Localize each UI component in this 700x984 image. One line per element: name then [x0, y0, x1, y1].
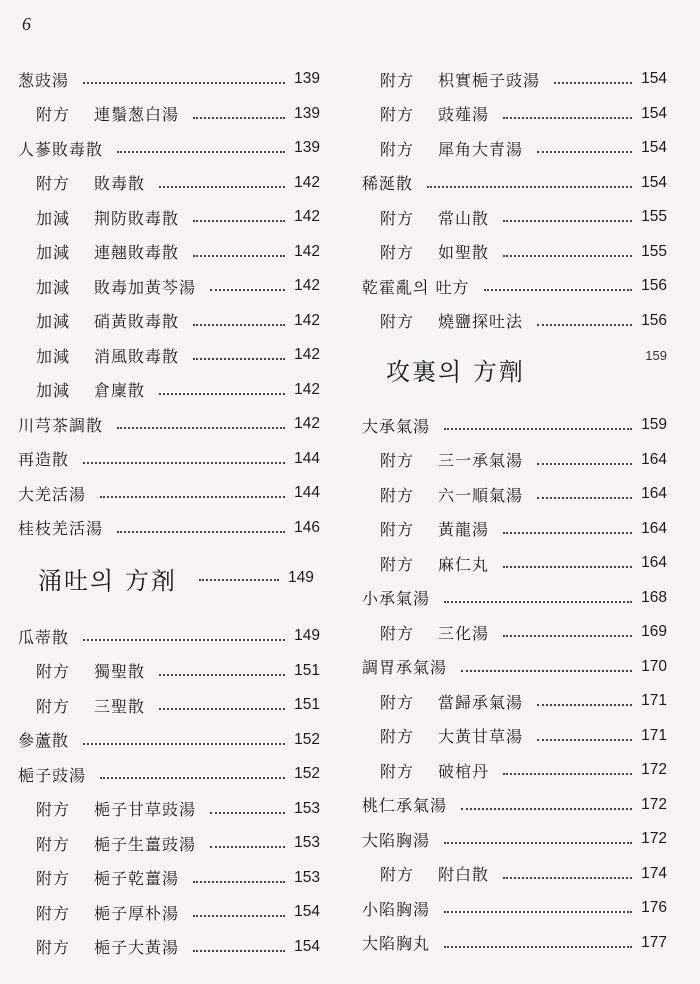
- entry-page-number: 164: [641, 485, 667, 503]
- entry-kind: 附方: [36, 834, 71, 854]
- entry-name: 人蔘敗毒散: [18, 139, 104, 159]
- entry-kind: 附方: [36, 105, 71, 125]
- entry-page-number: 168: [641, 588, 667, 606]
- entry-page-number: 154: [641, 70, 667, 88]
- toc-entry: [362, 200, 667, 235]
- entry-kind: 附方: [36, 869, 71, 889]
- entry-kind: 附方: [380, 312, 415, 332]
- entry-page-number: 142: [294, 208, 320, 226]
- entry-name: 連鬚葱白湯: [94, 105, 180, 125]
- entry-name: 三化湯: [438, 623, 490, 643]
- entry-page-number: 174: [641, 864, 667, 882]
- entry-kind: 附方: [36, 938, 71, 958]
- entry-page-number: 139: [294, 104, 320, 122]
- entry-name: 當歸承氣湯: [438, 692, 524, 712]
- entry-name: 犀角大青湯: [438, 139, 524, 159]
- entry-page-number: 156: [641, 277, 667, 295]
- dot-leader: [159, 186, 285, 188]
- entry-name: 枳實梔子豉湯: [438, 70, 541, 90]
- entry-page-number: 170: [641, 657, 667, 675]
- entry-name: 大黃甘草湯: [438, 727, 524, 747]
- entry-page-number: 139: [294, 70, 320, 88]
- dot-leader: [83, 462, 285, 464]
- toc-entry: [18, 476, 320, 511]
- toc-entry: [18, 654, 320, 689]
- toc-entry: [18, 619, 320, 654]
- entry-page-number: 139: [294, 139, 320, 157]
- toc-entry: [362, 719, 667, 754]
- entry-page-number: 151: [294, 696, 320, 714]
- dot-leader: [503, 255, 632, 257]
- entry-kind: 附方: [380, 139, 415, 159]
- dot-leader: [193, 358, 285, 360]
- entry-kind: 附方: [380, 105, 415, 125]
- dot-leader: [193, 915, 285, 917]
- toc-entry: [362, 684, 667, 719]
- entry-name: 麻仁丸: [438, 554, 490, 574]
- section-heading-emesis: [18, 555, 320, 601]
- entry-name: 梔子厚朴湯: [94, 903, 180, 923]
- entry-name: 川芎茶調散: [18, 415, 104, 435]
- entry-name: 梔子生薑豉湯: [94, 834, 197, 854]
- entry-kind: 加減: [36, 346, 71, 366]
- entry-name: 再造散: [18, 450, 70, 470]
- toc-entry: [18, 338, 320, 373]
- entry-name: 梔子大黃湯: [94, 938, 180, 958]
- page-number: 6: [22, 14, 31, 34]
- entry-name: 敗毒加黃芩湯: [94, 277, 197, 297]
- toc-group-left-1: [18, 62, 320, 545]
- toc-entry: [362, 97, 667, 132]
- toc-entry: [362, 235, 667, 270]
- toc-entry: [18, 757, 320, 792]
- entry-page-number: 169: [641, 623, 667, 641]
- entry-page-number: 146: [294, 518, 320, 536]
- dot-leader: [159, 674, 285, 676]
- entry-name: 參蘆散: [18, 731, 70, 751]
- entry-name: 梔子乾薑湯: [94, 869, 180, 889]
- entry-name: 六一順氣湯: [438, 485, 524, 505]
- dot-leader: [159, 393, 285, 395]
- dot-leader: [503, 566, 632, 568]
- section-page-number: 159: [645, 348, 667, 363]
- entry-kind: 附方: [36, 696, 71, 716]
- entry-page-number: 142: [294, 242, 320, 260]
- entry-kind: 加減: [36, 312, 71, 332]
- entry-page-number: 154: [641, 173, 667, 191]
- entry-page-number: 177: [641, 933, 667, 951]
- dot-leader: [461, 670, 632, 672]
- toc-entry: [362, 166, 667, 201]
- entry-name: 燒鹽探吐法: [438, 312, 524, 332]
- entry-page-number: 144: [294, 449, 320, 467]
- entry-page-number: 142: [294, 415, 320, 433]
- entry-kind: 加減: [36, 208, 71, 228]
- entry-name: 桂枝羌活湯: [18, 519, 104, 539]
- dot-leader: [117, 531, 285, 533]
- dot-leader: [503, 117, 632, 119]
- entry-kind: 附方: [36, 662, 71, 682]
- toc-entry: [18, 97, 320, 132]
- dot-leader: [484, 289, 632, 291]
- dot-leader: [100, 777, 285, 779]
- dot-leader: [210, 289, 285, 291]
- toc-entry: [362, 788, 667, 823]
- dot-leader: [193, 950, 285, 952]
- dot-leader: [83, 743, 285, 745]
- toc-entry: [18, 407, 320, 442]
- entry-name: 調胃承氣湯: [362, 658, 448, 678]
- entry-name: 連翹敗毒散: [94, 243, 180, 263]
- toc-group-left-2: [18, 619, 320, 964]
- entry-name: 瓜蒂散: [18, 627, 70, 647]
- entry-kind: 附方: [380, 520, 415, 540]
- dot-leader: [503, 877, 632, 879]
- entry-page-number: 156: [641, 311, 667, 329]
- entry-page-number: 152: [294, 730, 320, 748]
- entry-name: 硝黃敗毒散: [94, 312, 180, 332]
- toc-entry: [362, 926, 667, 961]
- dot-leader: [210, 812, 285, 814]
- entry-kind: 附方: [380, 692, 415, 712]
- toc-entry: [362, 477, 667, 512]
- toc-entry: [362, 62, 667, 97]
- entry-page-number: 172: [641, 830, 667, 848]
- entry-kind: 附方: [380, 485, 415, 505]
- entry-name: 大羌活湯: [18, 484, 87, 504]
- dot-leader: [199, 579, 279, 581]
- entry-name: 破棺丹: [438, 761, 490, 781]
- toc-entry: [362, 857, 667, 892]
- entry-page-number: 154: [641, 139, 667, 157]
- dot-leader: [444, 842, 632, 844]
- toc-entry: [18, 235, 320, 270]
- entry-page-number: 176: [641, 899, 667, 917]
- entry-page-number: 153: [294, 799, 320, 817]
- entry-name: 附白散: [438, 865, 490, 885]
- dot-leader: [193, 881, 285, 883]
- entry-kind: 附方: [36, 800, 71, 820]
- entry-kind: 附方: [380, 761, 415, 781]
- toc-entry: [362, 822, 667, 857]
- dot-leader: [427, 186, 632, 188]
- entry-name: 如聖散: [438, 243, 490, 263]
- dot-leader: [537, 151, 632, 153]
- entry-kind: 附方: [380, 451, 415, 471]
- entry-name: 小陷胸湯: [362, 899, 431, 919]
- entry-page-number: 149: [294, 627, 320, 645]
- toc-entry: [18, 373, 320, 408]
- entry-name: 大承氣湯: [362, 416, 431, 436]
- toc-entry: [18, 930, 320, 965]
- entry-name: 大陷胸湯: [362, 830, 431, 850]
- toc-entry: [362, 615, 667, 650]
- toc-entry: [362, 408, 667, 443]
- dot-leader: [117, 151, 285, 153]
- entry-name: 小承氣湯: [362, 589, 431, 609]
- entry-page-number: 155: [641, 242, 667, 260]
- toc-entry: [18, 131, 320, 166]
- dot-leader: [503, 773, 632, 775]
- dot-leader: [503, 635, 632, 637]
- dot-leader: [444, 911, 632, 913]
- toc-entry: [362, 753, 667, 788]
- entry-name: 敗毒散: [94, 174, 146, 194]
- entry-name: 三聖散: [94, 696, 146, 716]
- entry-name: 乾霍亂의 吐方: [362, 277, 470, 297]
- toc-entry: [18, 442, 320, 477]
- dot-leader: [537, 739, 632, 741]
- entry-name: 豉薤湯: [438, 105, 490, 125]
- dot-leader: [210, 846, 285, 848]
- entry-name: 桃仁承氣湯: [362, 796, 448, 816]
- entry-page-number: 164: [641, 450, 667, 468]
- entry-page-number: 154: [294, 937, 320, 955]
- toc-entry: [18, 62, 320, 97]
- entry-name: 梔子豉湯: [18, 765, 87, 785]
- entry-kind: 附方: [380, 727, 415, 747]
- entry-name: 倉廩散: [94, 381, 146, 401]
- dot-leader: [537, 324, 632, 326]
- entry-page-number: 151: [294, 661, 320, 679]
- entry-page-number: 142: [294, 346, 320, 364]
- toc-entry: [18, 861, 320, 896]
- toc-entry: [362, 650, 667, 685]
- toc-entry: [362, 891, 667, 926]
- entry-page-number: 171: [641, 726, 667, 744]
- entry-page-number: 153: [294, 868, 320, 886]
- dot-leader: [83, 82, 285, 84]
- entry-page-number: 172: [641, 761, 667, 779]
- dot-leader: [503, 532, 632, 534]
- entry-kind: 附方: [380, 70, 415, 90]
- toc-entry: [18, 200, 320, 235]
- toc-entry: [18, 895, 320, 930]
- entry-page-number: 142: [294, 380, 320, 398]
- dot-leader: [461, 808, 632, 810]
- entry-name: 黃龍湯: [438, 520, 490, 540]
- toc-entry: [18, 688, 320, 723]
- toc-entry: [362, 546, 667, 581]
- section-page-number: 149: [287, 569, 314, 586]
- section-title: 攻裏의 方劑: [386, 358, 525, 386]
- entry-page-number: 142: [294, 277, 320, 295]
- entry-kind: 加減: [36, 277, 71, 297]
- dot-leader: [554, 82, 632, 84]
- entry-kind: 附方: [36, 174, 71, 194]
- dot-leader: [193, 255, 285, 257]
- dot-leader: [444, 428, 632, 430]
- dot-leader: [444, 601, 632, 603]
- entry-name: 荆防敗毒散: [94, 208, 180, 228]
- toc-entry: [362, 304, 667, 339]
- entry-page-number: 144: [294, 484, 320, 502]
- entry-kind: 加減: [36, 243, 71, 263]
- entry-name: 稀涎散: [362, 174, 414, 194]
- entry-page-number: 172: [641, 795, 667, 813]
- entry-page-number: 171: [641, 692, 667, 710]
- toc-entry: [18, 166, 320, 201]
- dot-leader: [537, 704, 632, 706]
- dot-leader: [159, 708, 285, 710]
- entry-page-number: 142: [294, 173, 320, 191]
- toc-entry: [362, 443, 667, 478]
- toc-entry: [18, 792, 320, 827]
- entry-page-number: 154: [294, 903, 320, 921]
- entry-name: 梔子甘草豉湯: [94, 800, 197, 820]
- entry-kind: 附方: [380, 865, 415, 885]
- section-title: 涌吐의 方剤: [38, 566, 177, 595]
- dot-leader: [444, 946, 632, 948]
- entry-kind: 附方: [380, 243, 415, 263]
- dot-leader: [83, 639, 285, 641]
- entry-page-number: 155: [641, 208, 667, 226]
- toc-right-column: [362, 62, 667, 960]
- dot-leader: [100, 496, 285, 498]
- entry-name: 三一承氣湯: [438, 451, 524, 471]
- dot-leader: [537, 497, 632, 499]
- toc-entry: [362, 269, 667, 304]
- toc-entry: [18, 304, 320, 339]
- entry-kind: 附方: [36, 903, 71, 923]
- entry-name: 消風敗毒散: [94, 346, 180, 366]
- dot-leader: [193, 117, 285, 119]
- toc-entry: [18, 511, 320, 546]
- toc-entry: [18, 269, 320, 304]
- entry-page-number: 154: [641, 104, 667, 122]
- toc-entry: [362, 512, 667, 547]
- entry-page-number: 153: [294, 834, 320, 852]
- section-heading-purgation: [362, 348, 667, 402]
- toc-group-right-2: [362, 408, 667, 960]
- dot-leader: [193, 324, 285, 326]
- entry-kind: 附方: [380, 554, 415, 574]
- entry-page-number: 159: [641, 416, 667, 434]
- entry-page-number: 152: [294, 765, 320, 783]
- dot-leader: [503, 220, 632, 222]
- entry-name: 獨聖散: [94, 662, 146, 682]
- entry-page-number: 142: [294, 311, 320, 329]
- toc-left-column: [18, 62, 320, 964]
- dot-leader: [193, 220, 285, 222]
- toc-entry: [18, 826, 320, 861]
- toc-entry: [18, 723, 320, 758]
- entry-kind: 加減: [36, 381, 71, 401]
- entry-page-number: 164: [641, 554, 667, 572]
- dot-leader: [537, 463, 632, 465]
- entry-kind: 附方: [380, 208, 415, 228]
- entry-page-number: 164: [641, 519, 667, 537]
- toc-group-right-1: [362, 62, 667, 338]
- dot-leader: [117, 427, 285, 429]
- toc-entry: [362, 581, 667, 616]
- toc-entry: [362, 131, 667, 166]
- entry-name: 大陷胸丸: [362, 934, 431, 954]
- entry-name: 常山散: [438, 208, 490, 228]
- entry-name: 葱豉湯: [18, 70, 70, 90]
- entry-kind: 附方: [380, 623, 415, 643]
